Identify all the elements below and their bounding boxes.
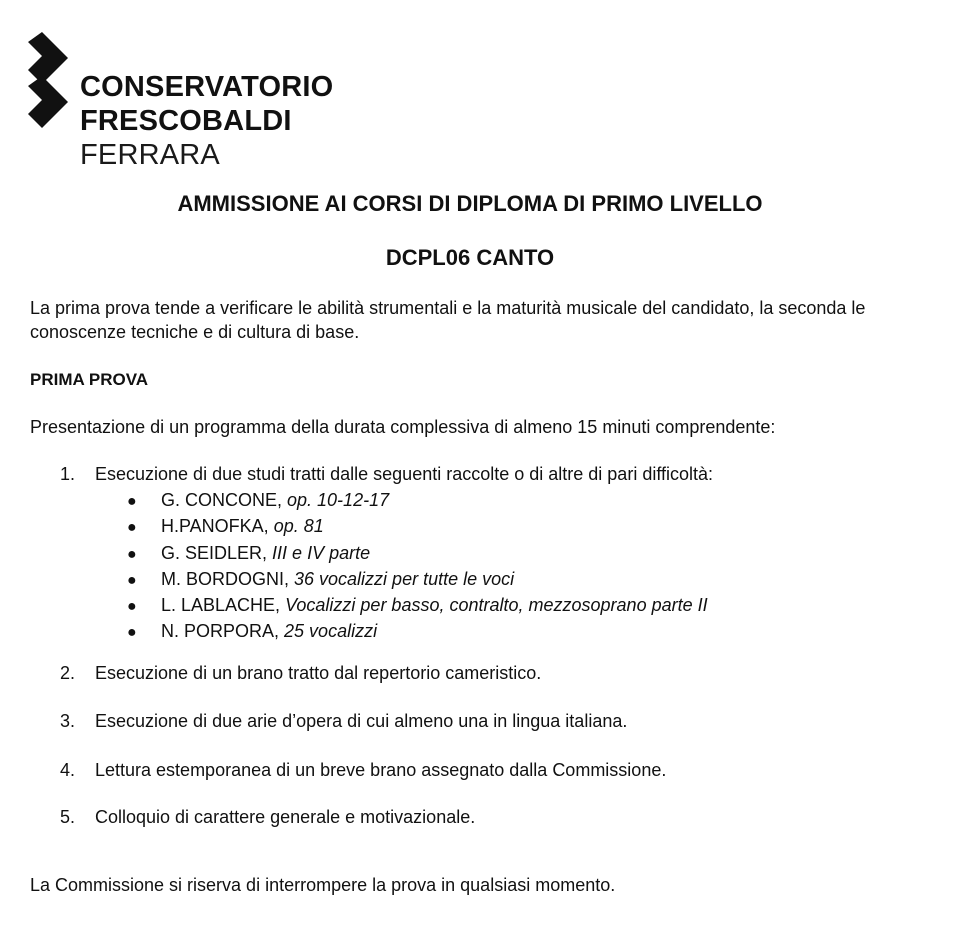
study-item <box>127 541 708 567</box>
bullet-icon: ● <box>127 493 137 510</box>
study-work: Vocalizzi per basso, contralto, mezzosoprano parte II <box>285 595 708 616</box>
list-item-number: 3. <box>60 711 76 731</box>
list-item-number: 4. <box>60 760 76 780</box>
study-work: op. 10-12-17 <box>287 490 390 510</box>
list-item <box>60 805 930 829</box>
section-heading: PRIMA PROVA <box>30 370 149 389</box>
conservatory-logo <box>28 32 348 172</box>
list-item <box>60 758 930 782</box>
logo-line-3: FERRARA <box>80 139 220 171</box>
list-item-number: 1. <box>60 464 76 484</box>
study-author: M. BORDOGNI, <box>161 568 295 589</box>
presentation-paragraph: Presentazione di un programma della durata complessiva di almeno 15 minuti comprendente: <box>30 417 776 437</box>
list-item-text: Colloquio di carattere generale e motivazionale. <box>95 807 476 827</box>
studies-list <box>127 488 708 646</box>
study-work: 36 vocalizzi per tutte le voci <box>294 568 515 589</box>
bullet-icon: ● <box>127 598 137 616</box>
closing-paragraph: La Commissione si riserva di interrompere la prova in qualsiasi momento. <box>30 875 616 895</box>
intro-paragraph: La prima prova tende a verificare le abilità strumentali e la maturità musicale del candidato, la seconda le conoscenze tecniche e di cultura di base. <box>30 298 866 342</box>
study-author: L. LABLACHE, <box>161 595 286 616</box>
bullet-icon: ● <box>127 519 137 537</box>
list-item-number: 2. <box>60 663 76 683</box>
bullet-icon: ● <box>127 624 137 642</box>
study-item <box>127 619 708 645</box>
study-work: III e IV parte <box>272 542 371 563</box>
study-author: H.PANOFKA, <box>161 516 274 537</box>
study-author: G. CONCONE, <box>161 490 288 510</box>
list-item-text: Lettura estemporanea di un breve brano assegnato dalla Commissione. <box>95 760 667 780</box>
bullet-icon: ● <box>127 545 137 563</box>
page-title: AMMISSIONE AI CORSI DI DIPLOMA DI PRIMO LIVELLO <box>177 191 763 216</box>
list-item <box>60 462 930 486</box>
logo-mark-icon <box>28 32 74 132</box>
list-item <box>60 661 930 685</box>
study-work: 25 vocalizzi <box>284 621 378 642</box>
list-item-text: Esecuzione di due studi tratti dalle seguenti raccolte o di altre di pari difficoltà: <box>95 464 714 484</box>
study-item <box>127 488 708 514</box>
logo-line-1: CONSERVATORIO <box>80 71 334 103</box>
list-item-number: 5. <box>60 807 76 827</box>
list-item-text: Esecuzione di due arie d’opera di cui almeno una in lingua italiana. <box>95 711 628 731</box>
study-author: N. PORPORA, <box>161 621 285 642</box>
study-item <box>127 593 708 619</box>
course-title: DCPL06 CANTO <box>385 245 555 270</box>
study-item <box>127 514 708 540</box>
study-author: G. SEIDLER, <box>161 542 273 563</box>
study-item <box>127 567 708 593</box>
bullet-icon: ● <box>127 571 137 589</box>
logo-line-2: FRESCOBALDI <box>80 105 292 137</box>
study-work: op. 81 <box>273 516 324 537</box>
list-item-text: Esecuzione di un brano tratto dal repertorio cameristico. <box>95 663 542 683</box>
list-item <box>60 709 930 733</box>
